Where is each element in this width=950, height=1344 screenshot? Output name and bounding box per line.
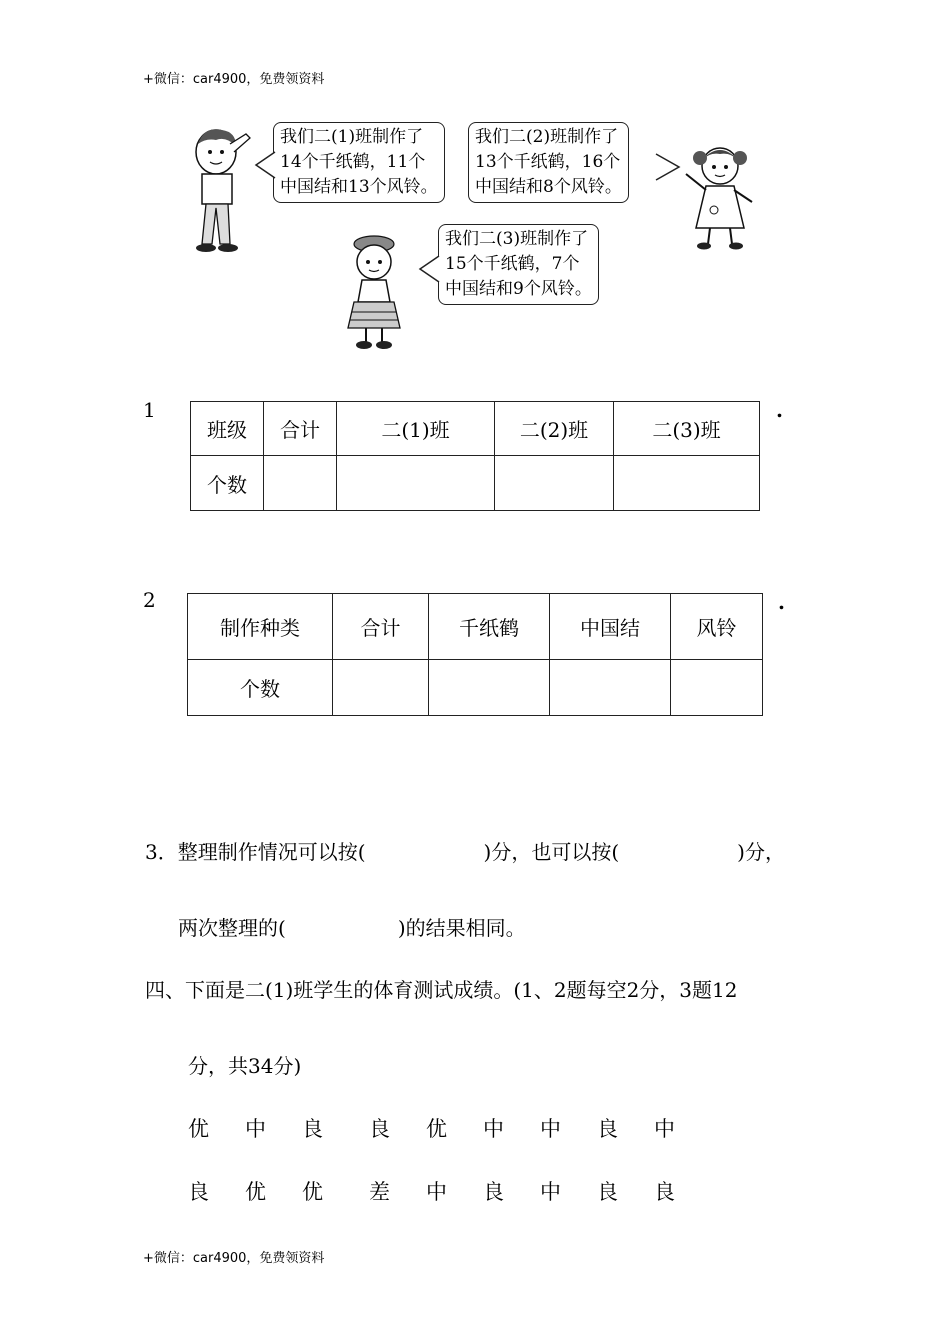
grades-row-2 — [188, 1176, 684, 1206]
watermark-bottom: +微信：car4900，免费领资料 — [143, 1251, 325, 1266]
table1-answer-cell[interactable] — [337, 456, 495, 511]
grade-item: 良 — [654, 1180, 675, 1204]
grade-item: 中 — [540, 1180, 561, 1204]
section-4-heading: 四、下面是二(1)班学生的体育测试成绩。(1、2题每空2分，3题12 — [145, 978, 738, 1002]
grades-row-1 — [188, 1113, 684, 1143]
grade-item: 良 — [188, 1180, 209, 1204]
table2-answer-cell[interactable] — [333, 660, 429, 716]
grade-item: 良 — [302, 1117, 323, 1141]
watermark-top: +微信：car4900，免费领资料 — [143, 72, 325, 87]
bubble-line: 我们二(2)班制作了 — [475, 127, 619, 147]
grade-item: 良 — [369, 1117, 390, 1141]
bubble-line: 15个千纸鹤，7个 — [445, 254, 580, 274]
question-number-1: 1 — [143, 398, 156, 422]
grade-item: 中 — [483, 1117, 504, 1141]
speech-bubble-class2 — [468, 122, 629, 203]
grade-item: 优 — [302, 1180, 323, 1204]
table1-row-label: 个数 — [191, 456, 264, 511]
question-3-line1 — [145, 836, 785, 865]
table1-end-mark: . — [776, 398, 783, 422]
question-3-line2 — [178, 912, 526, 941]
question-number-2: 2 — [143, 588, 156, 612]
table1-header-cell: 二(3)班 — [614, 402, 760, 456]
q3-text-b: )分，也可以按( — [483, 840, 620, 864]
table1-header-cell: 班级 — [191, 402, 264, 456]
table2-header-cell: 风铃 — [671, 594, 763, 660]
section-4-points: 分，共34分) — [188, 1054, 302, 1078]
boy-illustration — [186, 124, 256, 256]
table2-row-label: 个数 — [188, 660, 333, 716]
table1-answer-cell[interactable] — [614, 456, 760, 511]
bubble-line: 13个千纸鹤，16个 — [475, 152, 621, 172]
speech-bubble-class1 — [273, 122, 445, 203]
table-craft-type-count — [187, 593, 763, 716]
bubble-line: 中国结和8个风铃。 — [475, 177, 622, 197]
girl-right-illustration — [680, 140, 760, 252]
bubble-line: 14个千纸鹤，11个 — [280, 152, 426, 172]
bubble-line: 我们二(1)班制作了 — [280, 127, 424, 147]
table1-header-cell: 二(1)班 — [337, 402, 495, 456]
grade-item: 差 — [369, 1180, 390, 1204]
grade-item: 良 — [597, 1117, 618, 1141]
grade-item: 优 — [426, 1117, 447, 1141]
q3-text-c: )分， — [737, 840, 785, 864]
q3-text-e: )的结果相同。 — [397, 916, 526, 940]
bubble-tail-class3 — [418, 254, 440, 284]
girl-middle-illustration — [344, 232, 410, 352]
grade-item: 优 — [245, 1180, 266, 1204]
table2-header-cell: 制作种类 — [188, 594, 333, 660]
table2-end-mark: . — [778, 590, 785, 614]
bubble-line: 中国结和9个风铃。 — [445, 279, 592, 299]
table2-answer-cell[interactable] — [550, 660, 671, 716]
grade-item: 中 — [654, 1117, 675, 1141]
grade-item: 优 — [188, 1117, 209, 1141]
q3-text-d: 两次整理的( — [178, 916, 286, 940]
table2-header-cell: 中国结 — [550, 594, 671, 660]
table1-answer-cell[interactable] — [495, 456, 614, 511]
bubble-tail-class2 — [655, 152, 681, 182]
grade-item: 中 — [540, 1117, 561, 1141]
grade-item: 良 — [483, 1180, 504, 1204]
q3-text-a: 3．整理制作情况可以按( — [145, 840, 366, 864]
speech-bubble-class3 — [438, 224, 599, 305]
grade-item: 中 — [245, 1117, 266, 1141]
grade-item: 良 — [597, 1180, 618, 1204]
bubble-tail-class1 — [254, 150, 276, 180]
table2-answer-cell[interactable] — [429, 660, 550, 716]
grade-item: 中 — [426, 1180, 447, 1204]
bubble-line: 我们二(3)班制作了 — [445, 229, 589, 249]
table1-answer-cell[interactable] — [264, 456, 337, 511]
table2-answer-cell[interactable] — [671, 660, 763, 716]
table2-header-cell: 合计 — [333, 594, 429, 660]
table2-header-cell: 千纸鹤 — [429, 594, 550, 660]
table-class-count — [190, 401, 760, 511]
bubble-line: 中国结和13个风铃。 — [280, 177, 438, 197]
table1-header-cell: 合计 — [264, 402, 337, 456]
table1-header-cell: 二(2)班 — [495, 402, 614, 456]
